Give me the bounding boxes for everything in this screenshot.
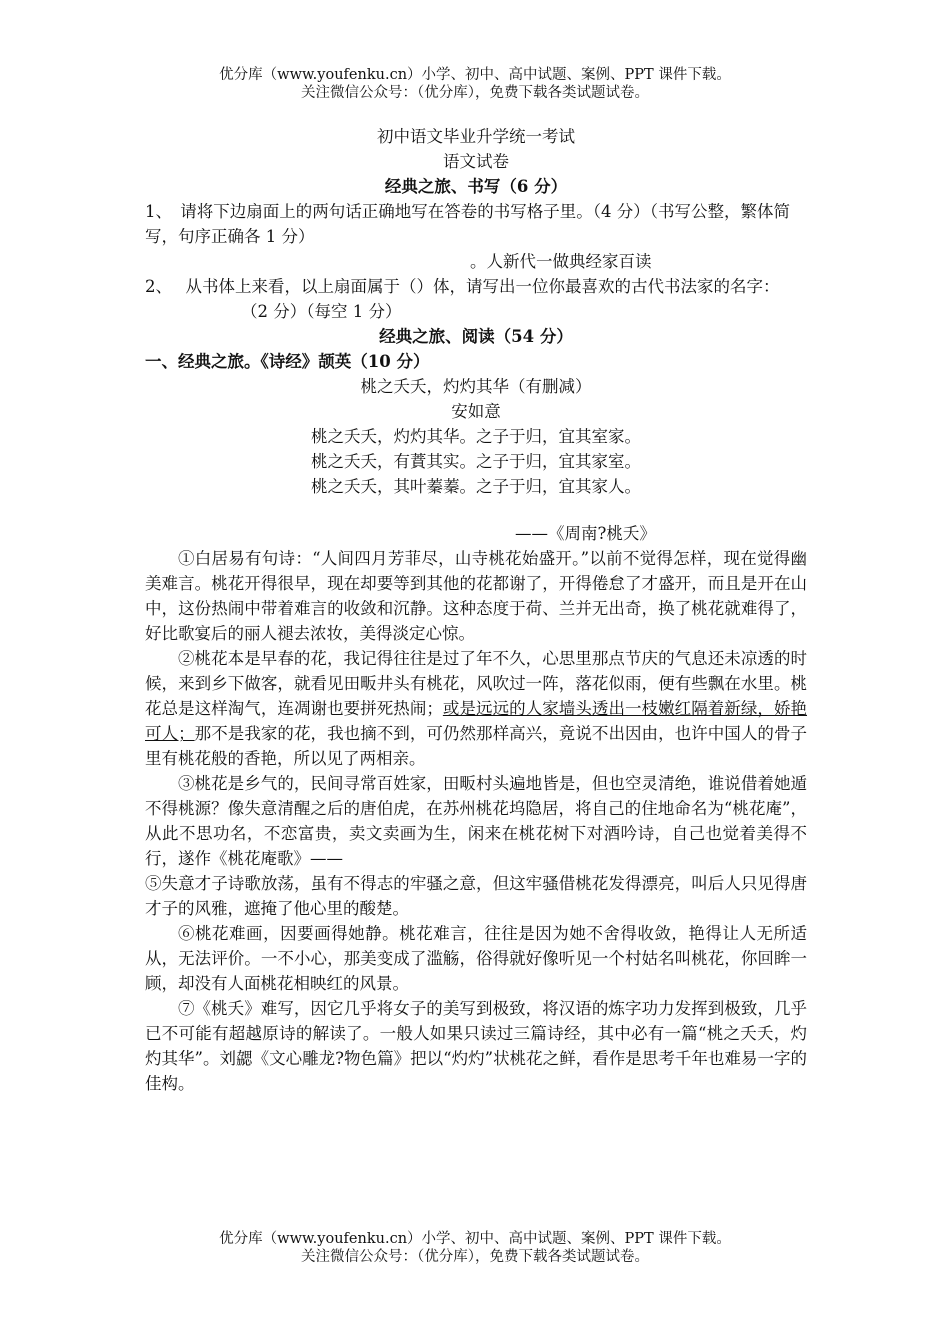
- footer-line-1: 优分库（www.youfenku.cn）小学、初中、高中试题、案例、PPT 课件下载。: [219, 1231, 731, 1247]
- paragraph-5: ⑤失意才子诗歌放荡，虽有不得志的牢骚之意，但这牢骚借桃花发得漂亮，叫后人只见得唐才子的风雅，遮掩了他心里的酸楚。: [145, 874, 807, 918]
- poem-line-2: 桃之夭夭，有蕡其实。之子于归，宜其家室。: [311, 452, 641, 471]
- paragraph-7: ⑦《桃夭》难写，因它几乎将女子的美写到极致，将汉语的炼字功力发挥到极致，几乎已不可能有超越原诗的解读了。一般人如果只读过三篇诗经，其中必有一篇“桃之夭夭，灼灼其华”。刘勰《文心雕龙?物色篇》把以“灼灼”状桃花之鲜，看作是思考千年也难易一字的佳构。: [145, 999, 807, 1093]
- poem-line-3: 桃之夭夭，其叶蓁蓁。之子于归，宜其家人。: [311, 477, 641, 496]
- paragraph-2-part-a: ②桃花本是早春的花，我记得往往是过了年不久，心思里那点节庆的气息还未凉透的时候，来到乡下做客，就看见田畈井头有桃花，风吹过一阵，落花似雨，便有些飘在水里。桃花总是这样淘气，连凋谢也要拼死热闹；: [145, 649, 807, 718]
- question-1: 1、 请将下边扇面上的两句话正确地写在答卷的书写格子里。（4 分）（书写公整，繁体简写，句序正确各 1 分）: [145, 202, 790, 246]
- exam-subtitle: 语文试卷: [443, 152, 509, 171]
- question-2: 2、 从书体上来看，以上扇面属于（）体，请写出一位你最喜欢的古代书法家的名字：: [145, 277, 780, 296]
- document-body: [145, 124, 807, 1096]
- page-header: [0, 66, 950, 102]
- paragraph-2: [145, 646, 807, 771]
- poem-line-1: 桃之夭夭，灼灼其华。之子于归，宜其室家。: [311, 427, 641, 446]
- paragraph-1: ①白居易有句诗：“人间四月芳菲尽，山寺桃花始盛开。”以前不觉得怎样，现在觉得幽美难言。桃花开得很早，现在却要等到其他的花都谢了，开得倦怠了才盛开，而且是开在山中，这份热闹中带着难言的收敛和沉静。这种态度于荷、兰并无出奇，换了桃花就难得了，好比歌宴后的丽人褪去浓妆，美得淡定心惊。: [145, 549, 807, 643]
- exam-title: 初中语文毕业升学统一考试: [377, 127, 575, 146]
- part-1-heading: 一、经典之旅。《诗经》颉英（10 分）: [145, 352, 430, 371]
- writing-section-heading: 经典之旅、书写（6 分）: [384, 177, 568, 196]
- header-line-1: 优分库（www.youfenku.cn）小学、初中、高中试题、案例、PPT 课件下载。: [219, 67, 731, 83]
- footer-line-2: 关注微信公众号：（优分库），免费下载各类试题试卷。: [301, 1249, 649, 1265]
- article-author: 安如意: [451, 402, 501, 421]
- paragraph-2-part-b: 那不是我家的花，我也摘不到，可仍然那样高兴，竟说不出因由，也许中国人的骨子里有桃花般的香艳，所以见了两相亲。: [145, 724, 808, 768]
- question-2-score: （2 分）（每空 1 分）: [241, 302, 402, 321]
- header-line-2: 关注微信公众号：（优分库），免费下载各类试题试卷。: [301, 85, 649, 101]
- reading-section-heading: 经典之旅、阅读（54 分）: [379, 327, 573, 346]
- paragraph-6: ⑥桃花难画，因要画得她静。桃花难言，往往是因为她不舍得收敛，艳得让人无所适从，无法评价。一不小心，那美变成了滥觞，俗得就好像听见一个村姑名叫桃花，你回眸一顾，却没有人面桃花相映红的风景。: [145, 924, 807, 993]
- underlined-sentence: 或是远远的人家墙头透出一枝嫩红隔着新绿，娇艳可人；: [145, 699, 808, 743]
- poem-source: ——《周南?桃夭》: [515, 524, 656, 543]
- page-footer: [0, 1230, 950, 1266]
- article-title: 桃之夭夭，灼灼其华（有删减）: [360, 377, 592, 396]
- fan-text: 。人新代一做典经家百读: [470, 252, 652, 271]
- paragraph-3: ③桃花是乡气的，民间寻常百姓家，田畈村头遍地皆是，但也空灵清绝，谁说借着她遁不得桃源？像失意清醒之后的唐伯虎，在苏州桃花坞隐居，将自己的住地命名为“桃花庵”，从此不思功名，不恋富贵，卖文卖画为生，闲来在桃花树下对酒吟诗，自己也觉着美得不行，遂作《桃花庵歌》——: [145, 774, 807, 868]
